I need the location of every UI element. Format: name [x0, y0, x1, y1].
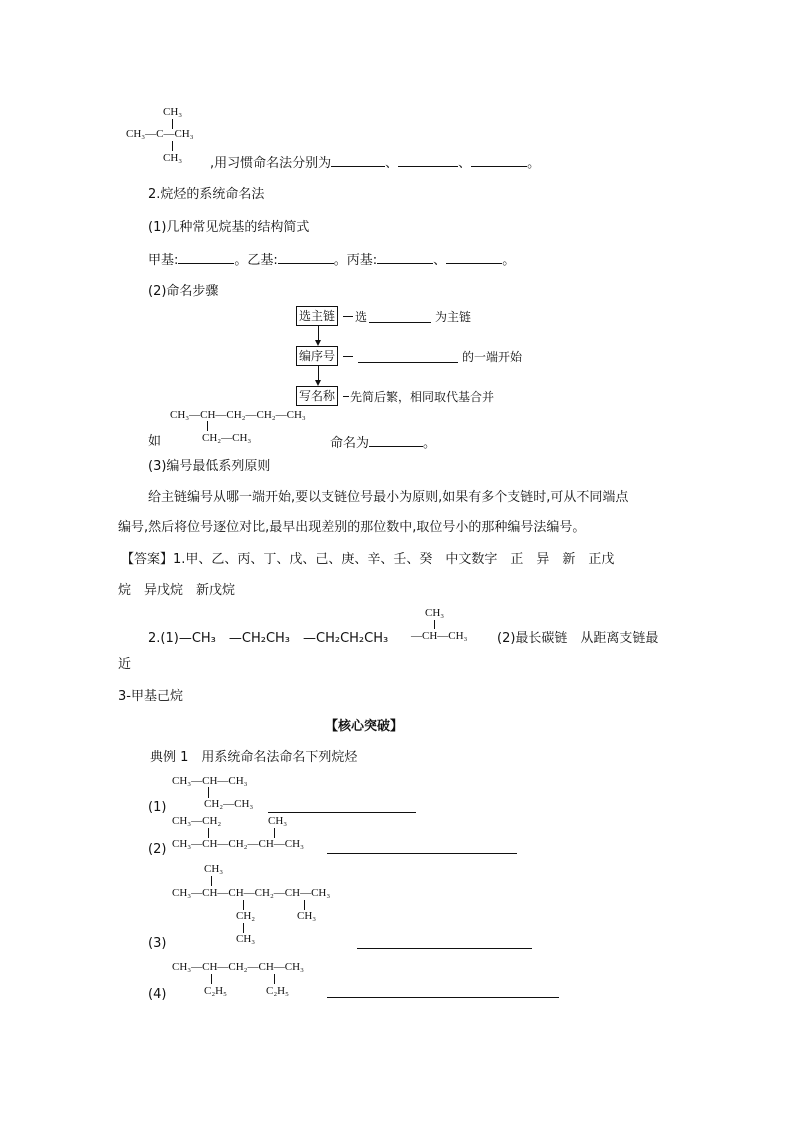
habit-naming-line	[210, 152, 540, 174]
bond-line	[243, 900, 244, 910]
separator: 、	[385, 156, 399, 171]
propyl-label: 。丙基:	[333, 253, 378, 268]
example-title: 典例 1 用系统命名法命名下列烷烃	[150, 750, 358, 765]
bond-line	[172, 141, 173, 151]
period: 。	[423, 436, 437, 451]
answer-line: 3-甲基己烷	[118, 689, 183, 704]
subsection-title: (1)几种常见烷基的结构简式	[148, 220, 310, 235]
answer-blank[interactable]	[369, 432, 423, 447]
item2-top2: CH₃	[268, 815, 288, 827]
answer-blank[interactable]	[178, 249, 234, 264]
item2-main: CH₃—CH—CH₂—CH—CH₃	[172, 838, 304, 850]
isopropyl-main: —CH—CH₃	[411, 630, 468, 642]
item3-top: CH₃	[204, 863, 224, 875]
item3-main: CH₃—CH—CH—CH₂—CH—CH₃	[172, 887, 331, 899]
bond-line	[304, 900, 305, 910]
answer-blank[interactable]	[398, 152, 458, 167]
item4-branch2: C₂H₅	[266, 985, 289, 997]
answer-line: 【答案】1.甲、乙、丙、丁、戊、己、庚、辛、壬、癸 中文数字 正 异 新 正戊	[121, 552, 615, 567]
answer-line: 烷 异戊烷 新戊烷	[118, 583, 236, 598]
period: 。	[527, 156, 541, 171]
item1-branch: CH₂—CH₃	[204, 798, 254, 810]
isopropyl-top: CH₃	[425, 607, 445, 619]
flow-text: 为主链	[435, 310, 472, 324]
flow-text: 的一端开始	[462, 350, 523, 364]
flow-arrow-line	[318, 326, 319, 340]
answer-blank[interactable]	[471, 152, 527, 167]
period: 。	[502, 253, 516, 268]
answer-blank[interactable]	[358, 362, 458, 363]
bond-line	[211, 974, 212, 984]
answer-blank[interactable]	[331, 152, 385, 167]
methyl-label: 甲基:	[148, 253, 179, 268]
answer-blank[interactable]	[327, 853, 517, 854]
item-label: (4)	[148, 987, 167, 1002]
answer-blank[interactable]	[377, 249, 433, 264]
answer-blank[interactable]	[357, 948, 532, 949]
answer-alkyls: 2.(1)—CH₃ —CH₂CH₃ —CH₂CH₂CH₃	[148, 631, 389, 646]
connector	[343, 356, 353, 357]
item4-branch1: C₂H₅	[204, 985, 227, 997]
neopentane-bottom: CH₃	[163, 152, 183, 164]
example-answer-line	[330, 432, 436, 454]
subsection-title: (2)命名步骤	[148, 284, 219, 299]
item2-top: CH₃—CH₂	[172, 815, 222, 827]
subsection-title: (3)编号最低系列原则	[148, 459, 271, 474]
flow-text: 先简后繁，相同取代基合并	[350, 390, 495, 404]
item-label: (3)	[148, 936, 167, 951]
flow-arrow-line	[318, 366, 319, 380]
separator: 、	[433, 253, 447, 268]
answer-blank[interactable]	[278, 249, 334, 264]
section-heading: 【核心突破】	[325, 719, 404, 734]
flow-box-select-chain: 选主链	[296, 306, 338, 326]
example-branch: CH₂—CH₃	[202, 432, 252, 444]
example-prefix: 如	[148, 434, 162, 449]
flow-text: 选	[355, 310, 368, 324]
answer-line: (2)最长碳链 从距离支链最	[497, 631, 659, 646]
ethyl-label: 。乙基:	[234, 253, 278, 268]
bond-line	[208, 828, 209, 838]
answer-blank[interactable]	[327, 997, 559, 998]
flow-box-number: 编序号	[296, 346, 338, 366]
item-label: (2)	[148, 842, 167, 857]
example-suffix: 命名为	[330, 436, 370, 451]
neopentane-main: CH₃—C—CH₃	[126, 128, 194, 140]
bond-line	[243, 923, 244, 933]
answer-blank[interactable]	[268, 812, 416, 813]
flow-box-write-name: 写名称	[296, 386, 338, 406]
item1-main: CH₃—CH—CH₃	[172, 775, 248, 787]
answer-line: 近	[118, 657, 132, 672]
item-label: (1)	[148, 800, 167, 815]
habit-text: ,用习惯命名法分别为	[210, 156, 332, 171]
alkyl-groups-line	[148, 249, 515, 271]
paragraph-line: 编号,然后将位号逐位对比,最早出现差别的那位数中,取位号小的那种编号法编号。	[118, 520, 586, 535]
paragraph-line: 给主链编号从哪一端开始,要以支链位号最小为原则,如果有多个支链时,可从不同端点	[148, 490, 629, 505]
item3-branch2: CH₃	[236, 933, 256, 945]
item3-branch3: CH₃	[297, 910, 317, 922]
connector	[343, 316, 353, 317]
neopentane-top: CH₃	[163, 106, 183, 118]
bond-line	[434, 620, 435, 629]
answer-blank[interactable]	[369, 322, 431, 323]
item3-branch1: CH₂	[236, 910, 256, 922]
item4-main: CH₃—CH—CH₂—CH—CH₃	[172, 961, 304, 973]
bond-line	[274, 974, 275, 984]
bond-line	[211, 876, 212, 886]
example-main-chain: CH₃—CH—CH₂—CH₂—CH₃	[170, 409, 306, 421]
connector	[343, 396, 349, 397]
bond-line	[207, 421, 208, 431]
separator: 、	[458, 156, 472, 171]
bond-line	[274, 828, 275, 838]
bond-line	[208, 787, 209, 798]
section-title: 2.烷烃的系统命名法	[148, 187, 265, 202]
answer-blank[interactable]	[446, 249, 502, 264]
